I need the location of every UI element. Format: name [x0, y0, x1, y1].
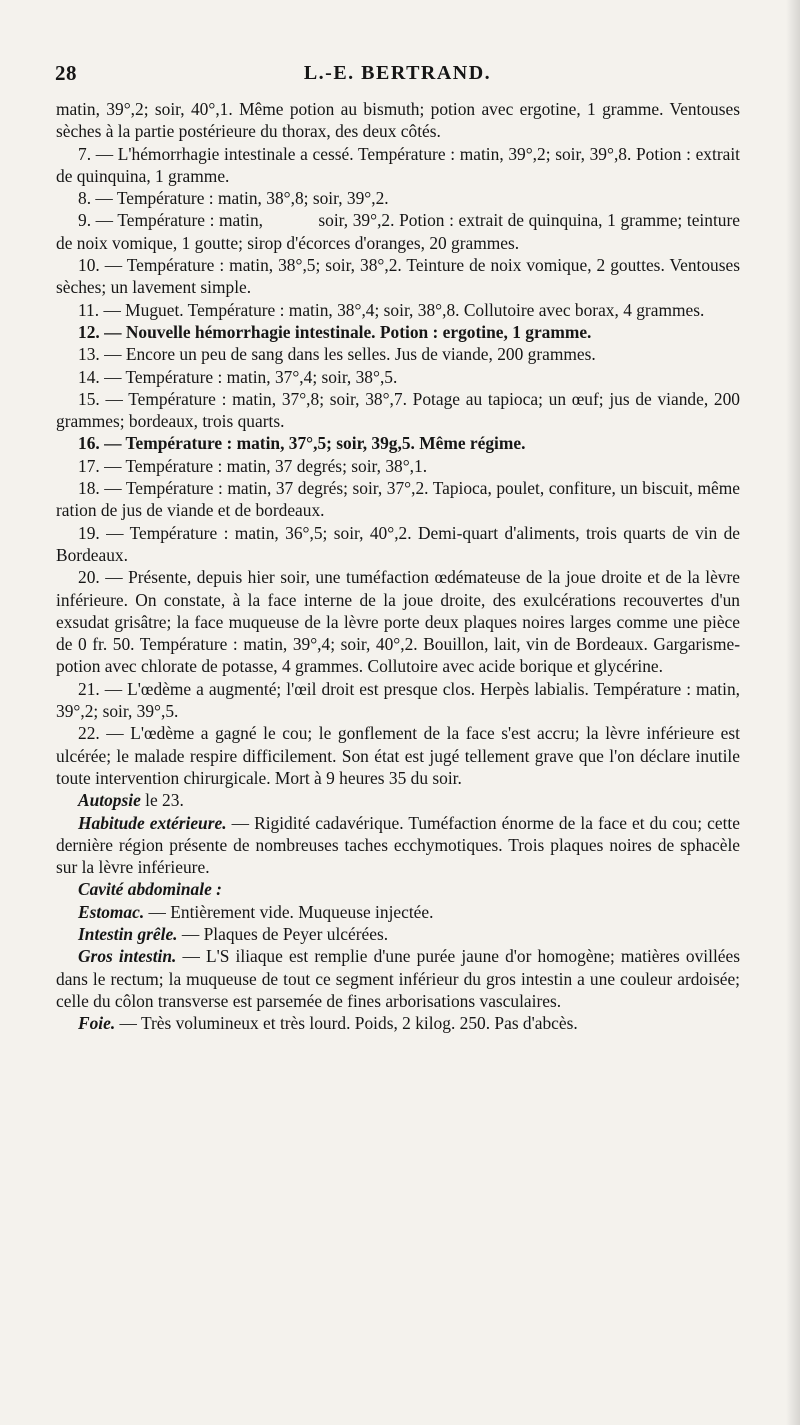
- body-text: [56, 98, 745, 1034]
- estomac-text: — Entièrement vide. Muqueuse injectée.: [144, 901, 434, 922]
- autopsy-heading: [56, 789, 740, 811]
- paragraph-day-15: 15. — Température : matin, 37°,8; soir, 38°,7. Potage au tapioca; un œuf; jus de viande, 200 grammes; bordeaux, trois quarts.: [56, 388, 740, 432]
- gros-intestin-text: — L'S iliaque est remplie d'une purée jaune d'or homogène; matières ovillées dans le rectum; la muqueuse de tout ce segment inférieur du gros intestin a une couleur ardoisée; celle du côlon transverse est parsemée de fines arborisations vasculaires.: [56, 946, 740, 1011]
- paragraph-day-8: 8. — Température : matin, 38°,8; soir, 39°,2.: [78, 188, 389, 209]
- autopsy-title: Autopsie: [78, 790, 141, 811]
- autopsy-date: le 23.: [140, 790, 184, 811]
- paragraph-intestin-grele: [56, 923, 740, 945]
- paragraph-continuation: matin, 39°,2; soir, 40°,1. Même potion au bismuth; potion avec ergotine, 1 gramme. Ventouses sèches à la partie postérieure du thorax, des deux côtés.: [56, 99, 740, 142]
- page-edge-shadow: [786, 0, 800, 1425]
- paragraph-day-11: 11. — Muguet. Température : matin, 38°,4; soir, 38°,8. Collutoire avec borax, 4 grammes.: [78, 299, 705, 320]
- paragraph-day-7: 7. — L'hémorrhagie intestinale a cessé. Température : matin, 39°,2; soir, 39°,8. Potion : extrait de quinquina, 1 gramme.: [56, 143, 740, 186]
- estomac-label: Estomac.: [78, 901, 145, 922]
- paragraph-foie: [56, 1012, 740, 1034]
- paragraph-day-21: 21. — L'œdème a augmenté; l'œil droit est presque clos. Herpès labialis. Température : matin, 39°,2; soir, 39°,5.: [56, 678, 740, 722]
- paragraph-gros-intestin: [56, 945, 740, 1012]
- paragraph-day-9: 9. — Température : matin, soir, 39°,2. Potion : extrait de quinquina, 1 gramme; teinture de noix vomique, 1 goutte; sirop d'écorces d'oranges, 20 grammes.: [56, 210, 745, 253]
- intestin-grele-label: Intestin grêle.: [78, 923, 178, 944]
- paragraph-habitude: [56, 812, 740, 879]
- intestin-grele-text: — Plaques de Peyer ulcérées.: [177, 923, 389, 944]
- paragraph-day-16: 16. — Température : matin, 37°,5; soir, 39g,5. Même régime.: [78, 433, 526, 454]
- paragraph-day-19: 19. — Température : matin, 36°,5; soir, 40°,2. Demi-quart d'aliments, trois quarts de vin de Bordeaux.: [56, 522, 740, 565]
- paragraph-day-17: 17. — Température : matin, 37 degrés; soir, 38°,1.: [78, 455, 428, 476]
- habitude-text: — Rigidité cadavérique. Tuméfaction énorme de la face et du cou; cette dernière région présente de nombreuses taches ecchymotiques. Trois plaques noires de sphacèle sur la lèvre inférieure.: [56, 812, 740, 878]
- paragraph-day-18: 18. — Température : matin, 37 degrés; soir, 37°,2. Tapioca, poulet, confiture, un biscuit, même ration de jus de viande et de bordeaux.: [56, 478, 740, 521]
- page-header: [55, 58, 740, 88]
- gros-intestin-label: Gros intestin.: [78, 946, 177, 967]
- running-head: L.-E. BERTRAND.: [303, 62, 492, 84]
- paragraph-estomac: [56, 901, 740, 923]
- page-number: 28: [55, 61, 77, 85]
- habitude-label: Habitude extérieure.: [78, 812, 227, 833]
- paragraph-day-13: 13. — Encore un peu de sang dans les selles. Jus de viande, 200 grammes.: [78, 344, 596, 365]
- paragraph-day-22: 22. — L'œdème a gagné le cou; le gonflement de la face s'est accru; la lèvre inférieure est ulcérée; le malade respire difficilement. Son état est jugé tellement grave que l'on déclare inutile toute intervention chirurgicale. Mort à 9 heures 35 du soir.: [56, 723, 740, 788]
- paragraph-day-14: 14. — Température : matin, 37°,4; soir, 38°,5.: [78, 366, 398, 387]
- paragraph-day-20: 20. — Présente, depuis hier soir, une tuméfaction œdémateuse de la joue droite et de la lèvre inférieure. On constate, à la face interne de la joue droite, des exulcérations recouvertes d'un exsudat grisâtre; la face muqueuse de la lèvre porte deux plaques noires larges comme une pièce de 0 fr. 50. Température : matin, 39°,4; soir, 40°,2. Bouillon, lait, vin de Bordeaux. Gargarisme-potion avec chlorate de potasse, 4 grammes. Collutoire avec acide borique et glycérine.: [56, 567, 740, 677]
- paragraph-day-12: 12. — Nouvelle hémorrhagie intestinale. Potion : ergotine, 1 gramme.: [78, 321, 592, 342]
- foie-label: Foie.: [78, 1013, 116, 1034]
- paragraph-day-10: 10. — Température : matin, 38°,5; soir, 38°,2. Teinture de noix vomique, 2 gouttes. Ventouses sèches; un lavement simple.: [56, 255, 740, 298]
- cavite-label: Cavité abdominale :: [78, 879, 222, 900]
- paragraph-cavite: [56, 878, 740, 900]
- foie-text: — Très volumineux et très lourd. Poids, 2 kilog. 250. Pas d'abcès.: [115, 1013, 578, 1034]
